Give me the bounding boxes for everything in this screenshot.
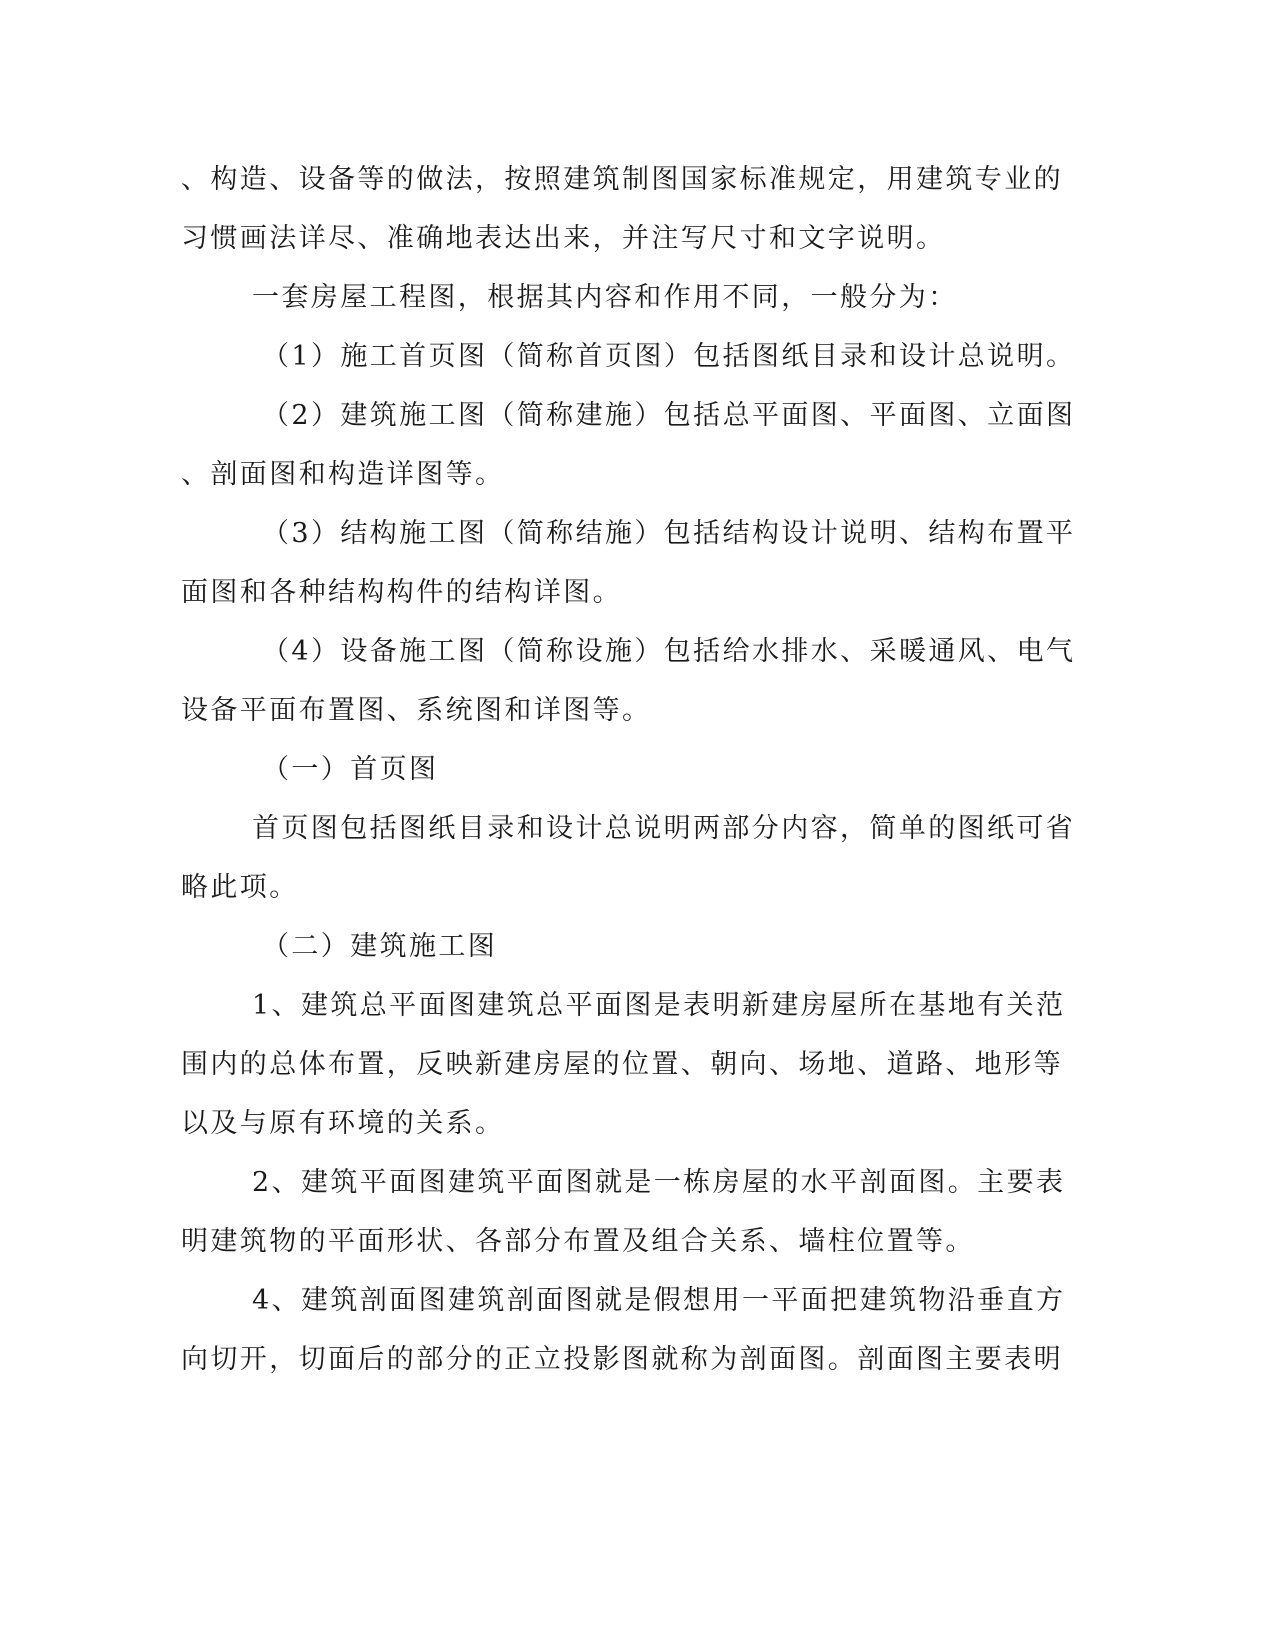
text-line: 以及与原有环境的关系。: [181, 1108, 505, 1139]
text-line: 围内的总体布置，反映新建房屋的位置、朝向、场地、道路、地形等: [181, 1049, 1063, 1080]
paragraph-start: 2、建筑平面图建筑平面图就是一栋房屋的水平剖面图。主要表: [252, 1167, 1066, 1198]
list-item-3: （3）结构施工图（简称结施）包括结构设计说明、结构布置平: [262, 518, 1076, 549]
paragraph-start: 首页图包括图纸目录和设计总说明两部分内容，简单的图纸可省: [252, 813, 1076, 844]
text-line: 向切开，切面后的部分的正立投影图就称为剖面图。剖面图主要表明: [181, 1344, 1063, 1375]
paragraph-intro: 一套房屋工程图，根据其内容和作用不同，一般分为：: [252, 282, 958, 313]
text-line: 设备平面布置图、系统图和详图等。: [181, 695, 652, 726]
list-item-2: （2）建筑施工图（简称建施）包括总平面图、平面图、立面图: [262, 400, 1076, 431]
text-line: 、构造、设备等的做法，按照建筑制图国家标准规定，用建筑专业的: [181, 164, 1063, 195]
list-item-1: （1）施工首页图（简称首页图）包括图纸目录和设计总说明。: [262, 341, 1076, 372]
text-line: 面图和各种结构构件的结构详图。: [181, 577, 622, 608]
section-heading-2: （二）建筑施工图: [262, 931, 498, 962]
section-heading-1: （一）首页图: [262, 754, 439, 785]
list-item-4: （4）设备施工图（简称设施）包括给水排水、采暖通风、电气: [262, 636, 1076, 667]
text-line: 习惯画法详尽、准确地表达出来，并注写尺寸和文字说明。: [181, 223, 946, 254]
paragraph-start: 4、建筑剖面图建筑剖面图就是假想用一平面把建筑物沿垂直方: [252, 1285, 1066, 1316]
text-line: 略此项。: [181, 872, 299, 903]
paragraph-start: 1、建筑总平面图建筑总平面图是表明新建房屋所在基地有关范: [252, 990, 1066, 1021]
text-line: 明建筑物的平面形状、各部分布置及组合关系、墙柱位置等。: [181, 1226, 975, 1257]
text-line: 、剖面图和构造详图等。: [181, 459, 505, 490]
